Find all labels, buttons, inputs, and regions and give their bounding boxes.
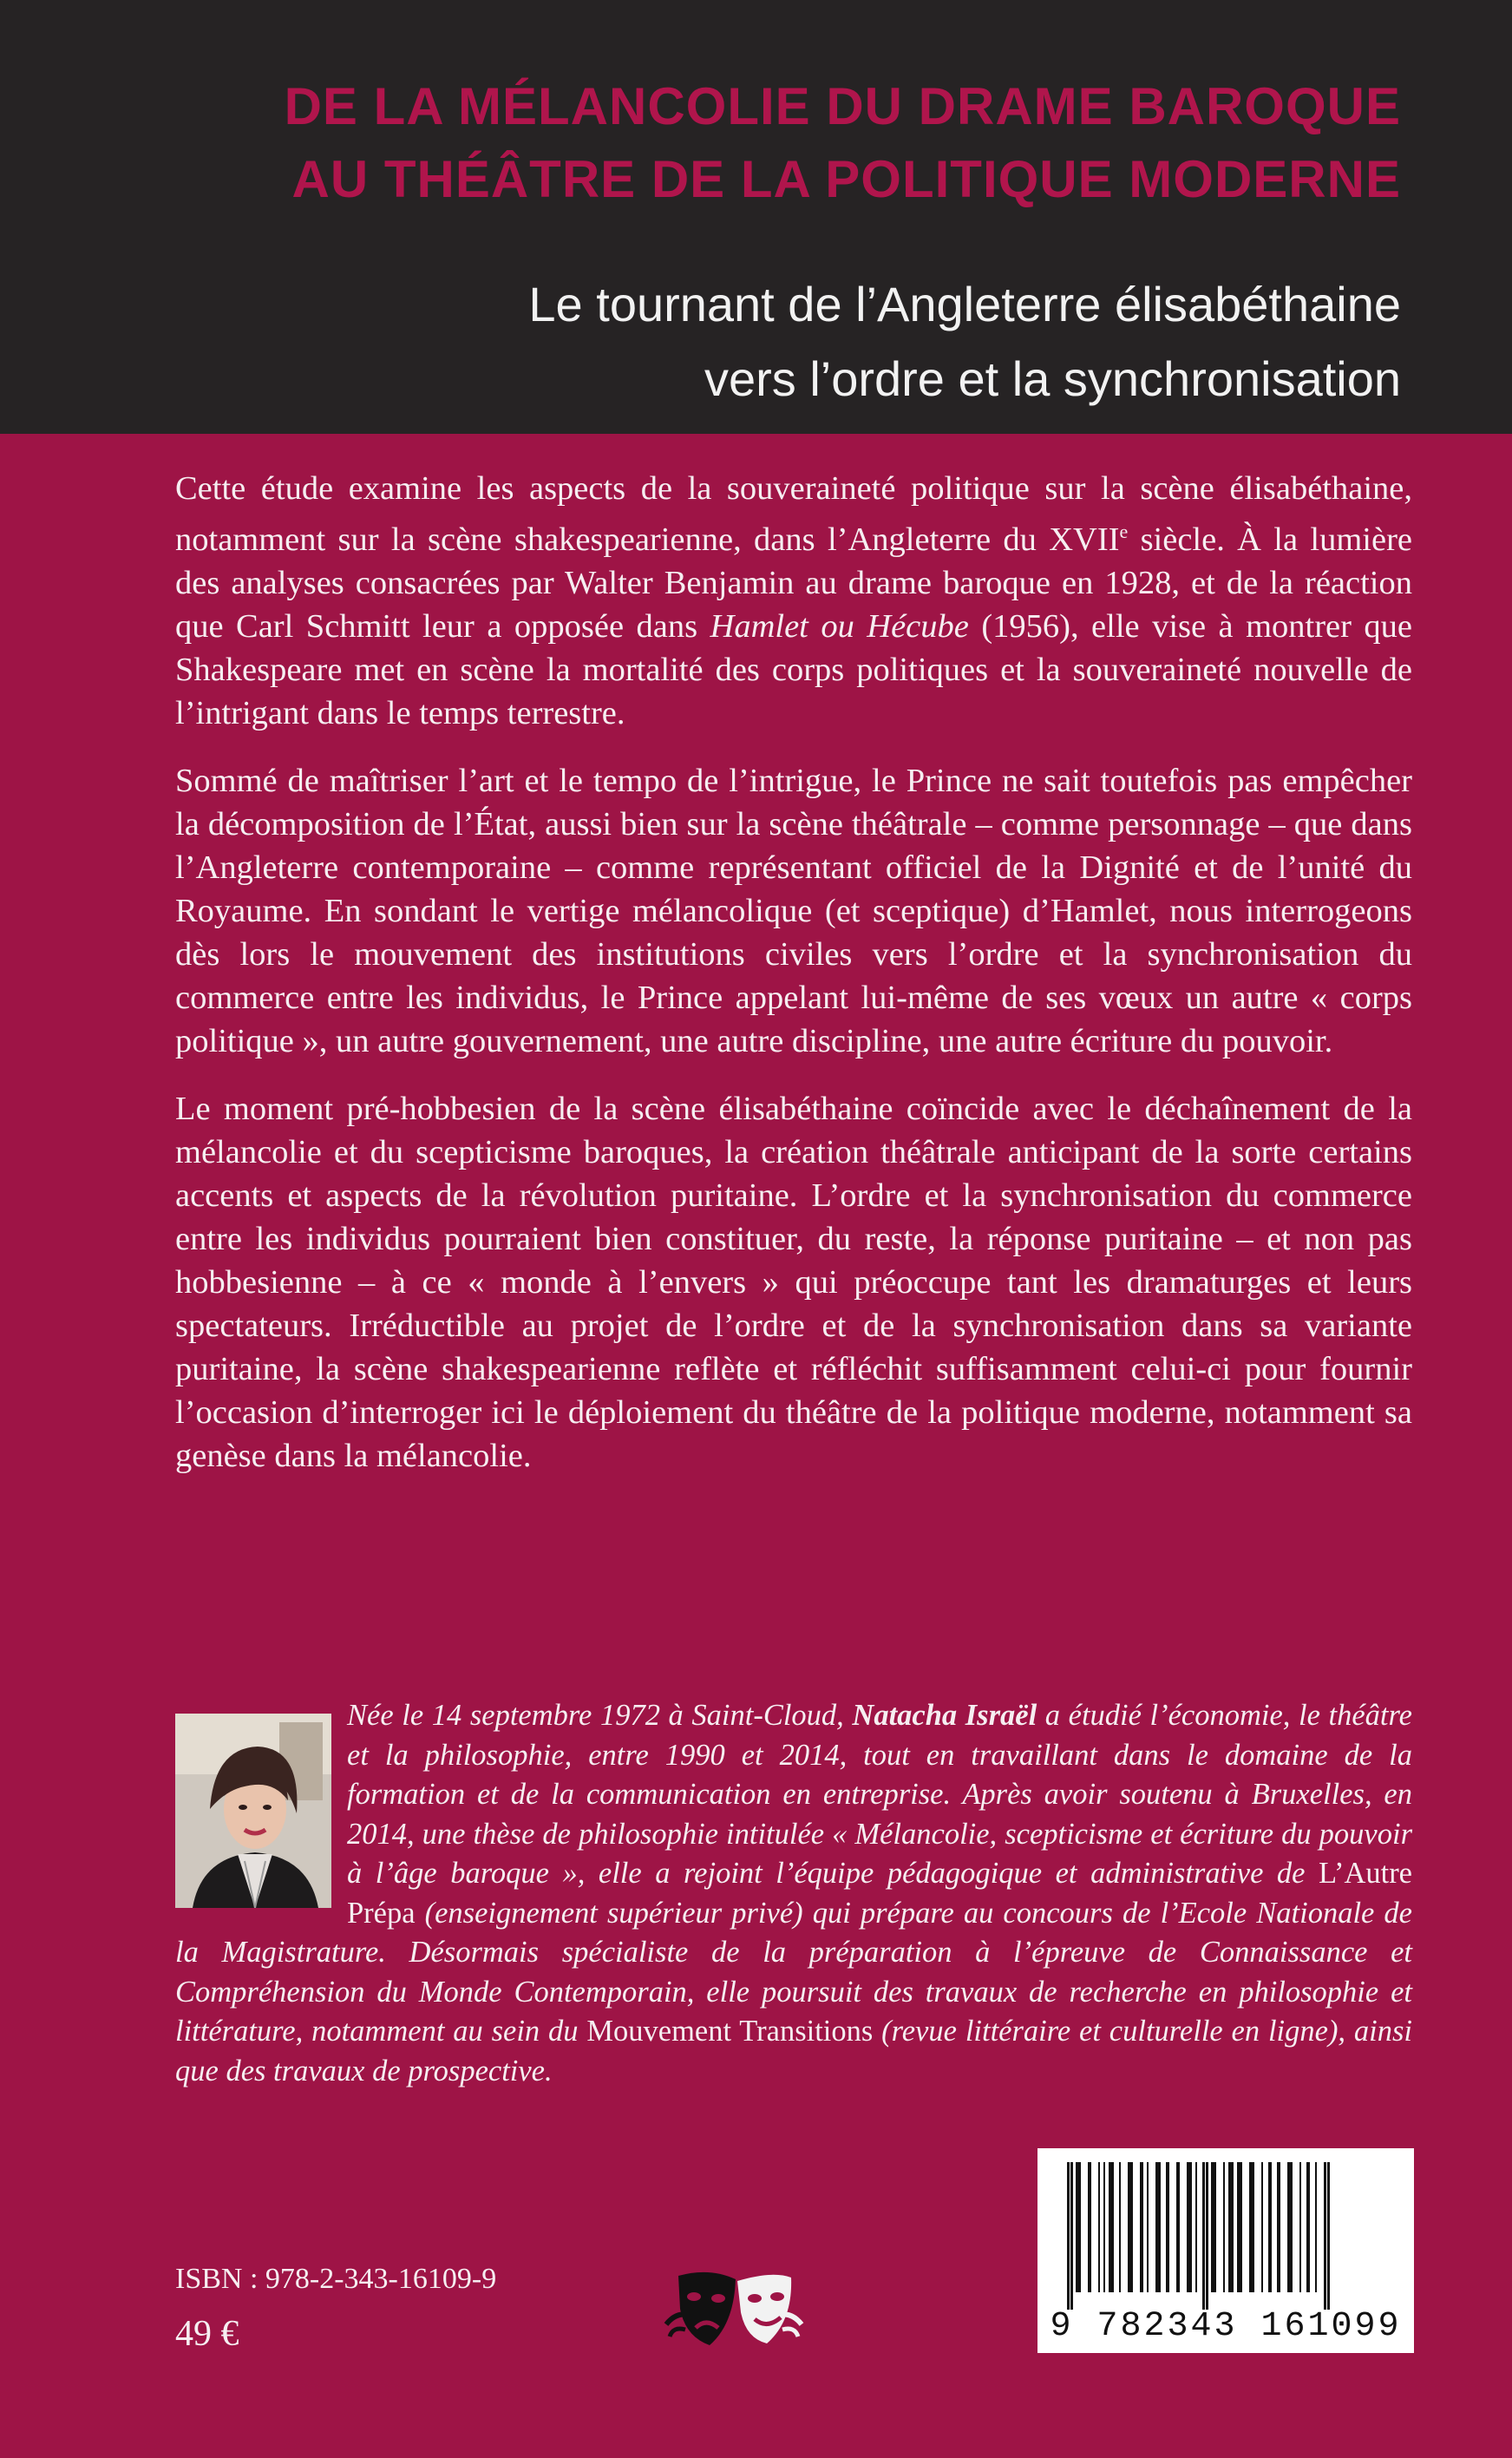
- barcode: [1037, 2148, 1414, 2353]
- summary-text: (1956), elle vise à montrer que Shakespeare met en scène la mortalité des corps politiques et la souveraineté nouvelle de l’intrigant dans le temps terrestre.: [175, 607, 1412, 731]
- work-title: Hamlet ou Hécube: [710, 607, 969, 645]
- summary-paragraph-2: Sommé de maîtriser l’art et le tempo de l’intrigue, le Prince ne sait toutefois pas empêcher la décomposition de l’État, aussi bien sur la scène théâtrale – comme personnage – que dans l’Angleterre contemporaine – comme représentant officiel de la Dignité et de l’unité du Royaume. En sondant le vertige mélancolique (et sceptique) d’Hamlet, nous interrogeons dès lors le mouvement des institutions civiles vers l’ordre et la synchronisation du commerce entre les individus, le Prince appelant lui-même de ses vœux un autre « corps politique », un autre gouvernement, une autre discipline, une autre écriture du pouvoir.: [175, 762, 1412, 1059]
- book-title-line-2: AU THÉÂTRE DE LA POLITIQUE MODERNE: [291, 150, 1401, 208]
- summary-paragraph-3: Le moment pré-hobbesien de la scène élisabéthaine coïncide avec le déchaînement de la mélancolie et du scepticisme baroques, la création théâtrale anticipant de la sorte certains accents et aspects de la révolution puritaine. L’ordre et la synchronisation du commerce entre les individus pourraient bien constituer, du reste, la réponse puritaine – et non pas hobbesienne – à ce « monde à l’envers » qui préoccupe tant les dramaturges et leurs spectateurs. Irréductible au projet de l’ordre et de la synchronisation dans sa variante puritaine, la scène shakespearienne reflète et réfléchit suffisamment celui-ci pour fournir l’occasion d’interroger ici le déploiement du théâtre de la politique moderne, notamment sa genèse dans la mélancolie.: [175, 1090, 1412, 1474]
- price-label: 49 €: [175, 2314, 239, 2354]
- author-name: Natacha Israël: [852, 1699, 1037, 1732]
- isbn-label: ISBN : 978-2-343-16109-9: [175, 2263, 497, 2295]
- book-subtitle-line-1: Le tournant de l’Angleterre élisabéthaine: [528, 277, 1401, 331]
- movement-name: Mouvement Transitions: [586, 2015, 874, 2048]
- summary-text: Cette étude examine les aspects de la souveraineté politique sur la scène élisabéthaine, notamment sur la scène shakespearienne, dans l’Angleterre du XVII: [175, 470, 1412, 558]
- author-photo: [175, 1714, 331, 1908]
- bio-text: (enseignement supérieur privé) qui prépare au concours de l’Ecole Nationale de la Magistrature. Désormais spécialiste de la préparation à l’épreuve de Connaissance et Compréhension du Monde Contemporain, elle poursuit des travaux de recherche en philosophie et littérature, notamment au sein du: [175, 1896, 1412, 2048]
- barcode-digits: 9 782343 161099: [1050, 2307, 1402, 2346]
- bio-text: a étudié l’économie, le théâtre et la philosophie, entre 1990 et 2014, tout en travaillant dans le domaine de la formation et de la communication en entreprise. Après avoir soutenu à Bruxelles, en 2014, une thèse de philosophie intitulée « Mélancolie, scepticisme et écriture du pouvoir à l’âge baroque », elle a rejoint l’équipe pédagogique et administrative de: [347, 1699, 1412, 1890]
- organization-name: L’Autre Prépa: [347, 1857, 1412, 1930]
- author-bio: [175, 1696, 1412, 2091]
- superscript: e: [1119, 521, 1129, 542]
- bio-text: (revue littéraire et culturelle en ligne), ainsi que des travaux de prospective.: [175, 2015, 1413, 2088]
- summary-paragraph-1: [175, 467, 1412, 735]
- summary-text: siècle. À la lumière des analyses consacrées par Walter Benjamin au drame baroque en 1928, et de la réaction que Carl Schmitt leur a opposée dans: [175, 521, 1412, 645]
- book-subtitle-line-2: vers l’ordre et la synchronisation: [704, 351, 1401, 406]
- book-title-line-1: DE LA MÉLANCOLIE DU DRAME BAROQUE: [284, 77, 1401, 135]
- theatre-masks-icon: [661, 2267, 807, 2352]
- book-summary: [175, 467, 1412, 1502]
- bio-text: Née le 14 septembre 1972 à Saint-Cloud,: [347, 1699, 853, 1732]
